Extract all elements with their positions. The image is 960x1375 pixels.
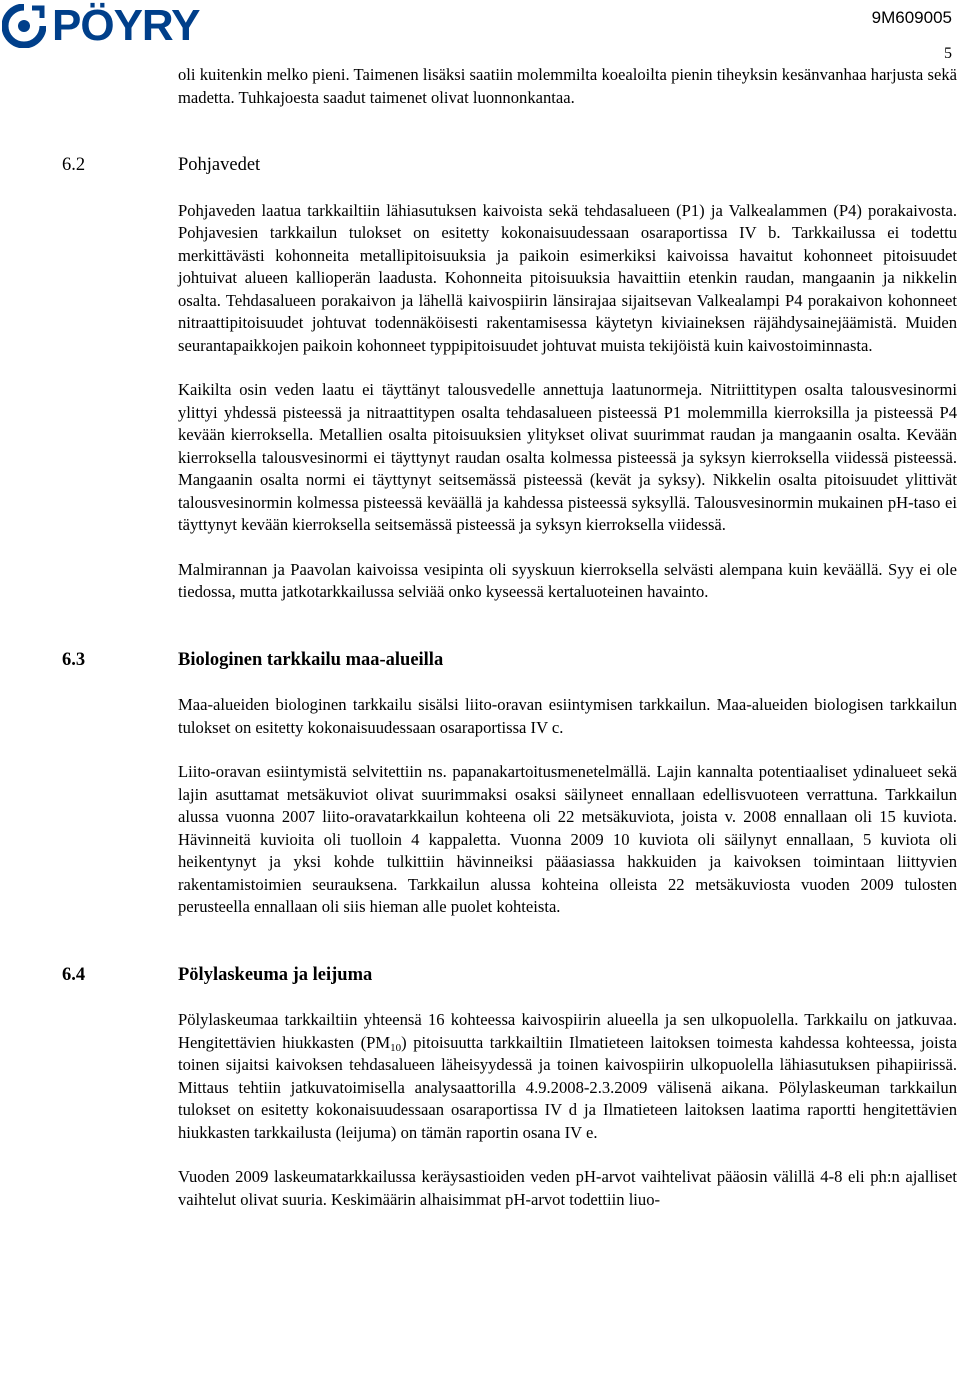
document-body <box>62 64 957 1211</box>
paragraph-text: Pölylaskeumaa tarkkailtiin yhteensä 16 kohteessa kaivospiirin alueella ja sen ulkopuolella. Tarkkailu on jatkuvaa. Hengitettävien hiukkasten (PM <box>178 1010 957 1052</box>
page-number: 5 <box>944 45 952 62</box>
paragraph: Malmirannan ja Paavolan kaivoissa vesipinta oli syyskuun kierroksella selvästi alempana kuin keväällä. Syy ei ole tiedossa, mutta jatkotarkkailussa selviää onko kyseessä kertaluoteinen havainto. <box>178 559 957 601</box>
document-number: 9M609005 <box>871 8 952 27</box>
section-title: Biologinen tarkkailu maa-alueilla <box>178 649 444 670</box>
section-6-4-heading <box>62 964 957 987</box>
paragraph: Pohjaveden laatua tarkkailtiin lähiasutuksen kaivoista sekä tehdasalueen (P1) ja Valkealammen (P4) porakaivosta. Pohjavesien tarkkailun tulokset on esitetty kokonaisuudessaan osaraportissa IV b. Tarkkailussa ei todettu merkittävästi kohonneita metallipitoisuuksia ja paikoin esimerkiksi kaivoissa havaitut kohonneet pitoisuudet johtuivat alueen kallioperän laadusta. Kohonneita pitoisuuksia havaittiin etenkin raudan, mangaanin ja nikkelin osalta. Tehdasalueen porakaivon ja lähellä kaivospiirin länsirajaa sijaitsevan Valkealampi P4 porakaivon kohonneet nitraattipitoisuudet johtuvat todennäköisesti rakentamisessa käytetyn kiviaineksen räjähdysainejäämistä. Muiden seurantapaikkojen paikoin kohonneet typpipitoisuudet johtuvat muista tekijöistä kuin kaivostoiminnasta. <box>178 200 957 355</box>
section-6-2-heading <box>62 154 957 177</box>
section-number: 6.2 <box>62 155 86 175</box>
paragraph: Vuoden 2009 laskeumatarkkailussa keräysastioiden veden pH-arvot vaihtelivat pääosin välillä 4-8 eli ph:n ajalliset vaihtelut olivat suuria. Keskimäärin alhaisimmat pH-arvot todettiin liuo- <box>178 1167 957 1209</box>
subscript: 10 <box>390 1041 402 1054</box>
poyry-logo-icon <box>2 4 46 48</box>
section-title: Pohjavedet <box>178 155 261 175</box>
paragraph: Maa-alueiden biologinen tarkkailu sisälsi liito-oravan esiintymisen tarkkailun. Maa-alueiden biologisen tarkkailun tulokset on esitetty kokonaisuudessaan osaraportissa IV c. <box>178 695 957 737</box>
paragraph <box>178 1009 957 1144</box>
section-title: Pölylaskeuma ja leijuma <box>178 964 373 985</box>
section-number: 6.4 <box>62 964 86 985</box>
paragraph: Kaikilta osin veden laatu ei täyttänyt talousvedelle annettuja laatunormeja. Nitriittitypen osalta talousvesinormi ylittyi yhdessä pisteessä ja nitraattitypen osalta tehdasalueen pisteessä P1 molemmilla kierroksilla ja pisteessä P4 kevään kierroksella. Metallien osalta pitoisuuksien ylitykset olivat suurimmat raudan ja mangaanin osalta. Kevään kierroksella talousvesinormi ei täyttynyt raudan osalta kolmessa pisteessä ja syksyn kierroksella viidessä pisteessä. Mangaanin osalta normi ei täyttynyt seitsemässä pisteessä (kevät ja syksy). Nikkelin osalta pitoisuudet ylittivät talousvesinormin kolmessa pisteessä keväällä ja kahdessa pisteessä syksyllä. Talousvesinormin mukainen pH-taso ei täyttynyt kevään kierroksella seitsemässä pisteessä ja syksyn kierroksella viidessä. <box>178 380 957 534</box>
logo-text: PÖYRY <box>52 1 200 50</box>
paragraph: Liito-oravan esiintymistä selvitettiin ns. papanakartoitusmenetelmällä. Lajin kannalta potentiaaliset ydinalueet sekä lajin asuttamat metsäkuviot olivat suurimmaksi osaksi säilyneet ennallaan edellisvuoteen verrattuna. Tarkkailun alussa vuonna 2007 liito-oravatarkkailun kohteena oli 22 metsäkuviota, joista v. 2008 ennallaan oli 15 kuviota. Hävinneitä kuvioita oli tuolloin 4 kappaletta. Vuonna 2009 10 kuviota oli säilynyt ennallaan, 5 kuviota oli heikentynyt ja yksi kohde tulkittiin hävinneiksi pääasiassa hakkuiden ja kaivoksen toimintaan liittyvien rakentamistoimien seurauksena. Tarkkailun alussa kohteina olleista 22 metsäkuviosta vuoden 2009 tulosten perusteella ennallaan oli siis hieman alle puolet kohteista. <box>178 762 957 916</box>
section-number: 6.3 <box>62 649 86 670</box>
company-logo <box>2 1 200 50</box>
intro-paragraph: oli kuitenkin melko pieni. Taimenen lisäksi saatiin molemmilta koealoilta pienin tiheyksin kesänvanhaa harjusta sekä madetta. Tuhkajoesta saadut taimenet olivat luonnonkantaa. <box>178 65 957 107</box>
paragraph-text: ) pitoisuutta tarkkailtiin Ilmatieteen laitoksen toimesta kahdessa kohteessa, joista toinen sijaitsi kaivoksen tehdasalueen läheisyydessä ja toinen kaivospiirin ulkopuolella lähiasutuksen pihapiirissä. Mittaus tehtiin jatkuvatoimisella analysaattorilla 4.9.2008-2.3.2009 välisenä aikana. Pölylaskeuman tarkkailun tulokset on esitetty kokonaisuudessaan osaraportissa IV d ja Ilmatieteen laitoksen laatima raportti hengitettävien hiukkasten tarkkailusta (leijuma) on tämän raportin osana IV e. <box>178 1032 957 1142</box>
section-6-3-heading <box>62 649 957 672</box>
